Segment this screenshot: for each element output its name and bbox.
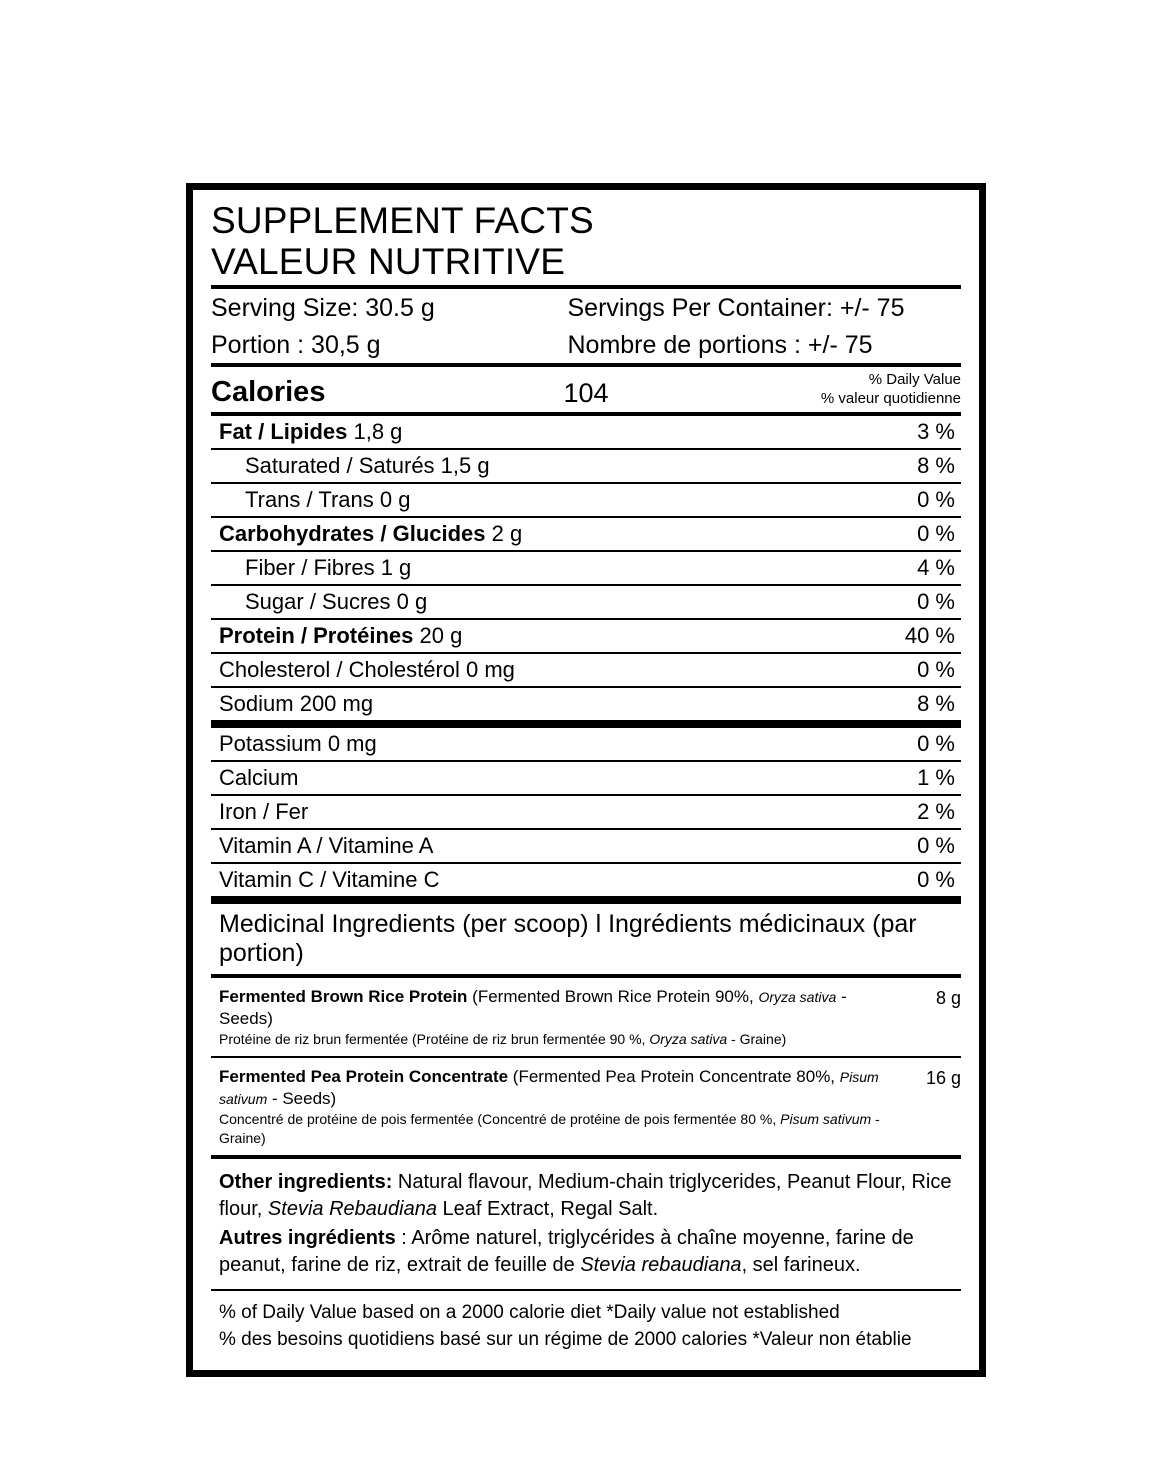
- medicinal-ingredient-en: [219, 986, 881, 1030]
- medicinal-ingredient-item: [211, 1058, 961, 1155]
- nutrient-name: [211, 863, 835, 896]
- footnote-en: % of Daily Value based on a 2000 calorie diet *Daily value not established: [219, 1301, 840, 1323]
- nutrient-name-rest: 20 g: [413, 622, 463, 648]
- medicinal-ingredient-amount: 16 g: [925, 1068, 961, 1089]
- nutrition-row: [211, 863, 961, 896]
- nutrient-name: [211, 795, 835, 829]
- serving-size-fr: Portion : 30,5 g: [211, 331, 381, 360]
- nutrient-daily-value: 0 %: [835, 653, 961, 687]
- servings-per-container-fr: Nombre de portions : +/- 75: [567, 331, 873, 360]
- nutrient-name-rest: Vitamin C / Vitamine C: [219, 866, 440, 892]
- medicinal-ingredient-text: [219, 1066, 891, 1147]
- nutrient-name-rest: Vitamin A / Vitamine A: [219, 832, 434, 858]
- daily-value-header-en: % Daily Value: [868, 371, 961, 389]
- nutrition-row: [211, 829, 961, 863]
- nutrient-name-rest: Sugar / Sucres 0 g: [245, 588, 428, 614]
- nutrient-name-rest: Sodium 200 mg: [219, 690, 374, 716]
- medicinal-ingredient-detail-en-post: - Seeds): [219, 986, 847, 1028]
- medicinal-ingredient-text: [219, 986, 891, 1048]
- nutrition-row: [211, 414, 961, 449]
- nutrition-table: [211, 412, 961, 896]
- medicinal-ingredient-en: [219, 1066, 881, 1110]
- nutrient-daily-value: 40 %: [835, 619, 961, 653]
- medicinal-ingredient-detail-en-pre: (Fermented Brown Rice Protein 90%,: [467, 986, 759, 1006]
- nutrition-row: [211, 724, 961, 761]
- nutrient-name-rest: Trans / Trans 0 g: [245, 486, 411, 512]
- medicinal-ingredient-item: [211, 978, 961, 1056]
- nutrition-row: [211, 653, 961, 687]
- medicinal-ingredient-detail-fr-post: - Graine): [219, 1111, 880, 1146]
- nutrient-name: [211, 761, 835, 795]
- calories-label: Calories: [211, 375, 326, 408]
- nutrient-daily-value: 0 %: [835, 517, 961, 551]
- nutrient-daily-value: 0 %: [835, 483, 961, 517]
- serving-size-row-fr: [211, 326, 961, 363]
- nutrient-name-bold: Protein / Protéines: [219, 622, 414, 648]
- nutrient-daily-value: 2 %: [835, 795, 961, 829]
- serving-size-row: [211, 289, 961, 326]
- footnotes-block: [211, 1291, 961, 1356]
- servings-per-container-en: Servings Per Container: +/- 75: [567, 293, 905, 322]
- nutrient-name-rest: Cholesterol / Cholestérol 0 mg: [219, 656, 515, 682]
- nutrient-name-bold: Fat / Lipides: [219, 418, 348, 444]
- medicinal-ingredient-latin-fr: Pisum sativum: [780, 1111, 872, 1128]
- nutrition-row: [211, 449, 961, 483]
- nutrient-daily-value: 1 %: [835, 761, 961, 795]
- nutrition-row: [211, 585, 961, 619]
- nutrient-name-rest: Calcium: [219, 764, 299, 790]
- nutrient-name-bold: Carbohydrates / Glucides: [219, 520, 486, 546]
- calories-value: 104: [563, 377, 609, 408]
- nutrition-row: [211, 619, 961, 653]
- divider-medicinal: [211, 896, 961, 904]
- nutrition-row: [211, 483, 961, 517]
- other-ingredients-label-fr: Autres ingrédients: [219, 1226, 396, 1249]
- other-ingredients-text-en-post: Leaf Extract, Regal Salt.: [436, 1197, 659, 1220]
- other-ingredients-fr: [219, 1225, 961, 1279]
- medicinal-ingredient-latin-fr: Oryza sativa: [649, 1031, 728, 1048]
- daily-value-header: [746, 371, 961, 409]
- nutrition-row: [211, 687, 961, 724]
- medicinal-ingredients-header: Medicinal Ingredients (per scoop) l Ingrédients médicinaux (par portion): [219, 909, 917, 967]
- nutrient-daily-value: 3 %: [835, 414, 961, 449]
- medicinal-ingredient-detail-fr-pre: Protéine de riz brun fermentée (Protéine de riz brun fermentée 90 %,: [219, 1031, 650, 1048]
- nutrient-name: [211, 449, 835, 483]
- nutrient-daily-value: 8 %: [835, 687, 961, 724]
- medicinal-ingredient-detail-en-pre: (Fermented Pea Protein Concentrate 80%,: [508, 1067, 840, 1087]
- medicinal-ingredient-fr: [219, 1030, 881, 1048]
- nutrition-row: [211, 795, 961, 829]
- nutrient-name: [211, 585, 835, 619]
- medicinal-ingredient-latin-en: Oryza sativa: [758, 988, 837, 1005]
- other-ingredients-block: [211, 1159, 961, 1289]
- nutrient-name: [211, 483, 835, 517]
- panel-title-fr: VALEUR NUTRITIVE: [211, 241, 566, 283]
- nutrient-daily-value: 0 %: [835, 829, 961, 863]
- nutrient-daily-value: 0 %: [835, 863, 961, 896]
- medicinal-ingredient-name-en: Fermented Brown Rice Protein: [219, 986, 468, 1006]
- nutrient-name: [211, 619, 835, 653]
- nutrition-row: [211, 551, 961, 585]
- nutrient-name-rest: Saturated / Saturés 1,5 g: [245, 452, 490, 478]
- nutrient-name-rest: Iron / Fer: [219, 798, 309, 824]
- nutrient-name: [211, 653, 835, 687]
- nutrient-name: [211, 414, 835, 449]
- medicinal-ingredient-latin-en: Pisum sativum: [219, 1069, 879, 1108]
- nutrient-daily-value: 4 %: [835, 551, 961, 585]
- other-ingredients-text-fr-pre: : Arôme naturel, triglycérides à chaîne moyenne, farine de peanut, farine de riz, extrait de feuille de: [219, 1226, 914, 1276]
- panel-title-block: [211, 200, 961, 283]
- nutrition-row: [211, 517, 961, 551]
- serving-size-en: Serving Size: 30.5 g: [211, 293, 435, 322]
- medicinal-ingredient-row: [219, 986, 961, 1048]
- other-ingredients-en: [219, 1169, 961, 1223]
- nutrient-name: [211, 517, 835, 551]
- nutrient-name-rest: Potassium 0 mg: [219, 730, 377, 756]
- nutrient-name-rest: 1,8 g: [347, 418, 403, 444]
- medicinal-ingredient-name-en: Fermented Pea Protein Concentrate: [219, 1067, 509, 1087]
- daily-value-header-fr: % valeur quotidienne: [820, 390, 961, 408]
- medicinal-ingredients-list: [211, 978, 961, 1155]
- medicinal-ingredient-amount: 8 g: [935, 987, 961, 1008]
- other-ingredients-italic-en: Stevia Rebaudiana: [267, 1197, 437, 1220]
- nutrient-name: [211, 829, 835, 863]
- nutrient-name: [211, 724, 835, 761]
- other-ingredients-text-fr-post: , sel farineux.: [741, 1253, 861, 1276]
- nutrient-name-rest: 2 g: [485, 520, 523, 546]
- nutrient-daily-value: 8 %: [835, 449, 961, 483]
- medicinal-ingredient-detail-fr-pre: Concentré de protéine de pois fermentée (Concentré de protéine de pois fermentée 80 %,: [219, 1111, 781, 1128]
- calories-row: [211, 367, 961, 412]
- medicinal-ingredient-fr: [219, 1110, 881, 1146]
- nutrient-daily-value: 0 %: [835, 585, 961, 619]
- medicinal-ingredient-detail-fr-post: - Graine): [727, 1031, 787, 1048]
- nutrient-name: [211, 551, 835, 585]
- nutrient-daily-value: 0 %: [835, 724, 961, 761]
- panel-title-en: SUPPLEMENT FACTS: [211, 200, 594, 241]
- other-ingredients-text-en-pre: Natural flavour, Medium-chain triglycerides, Peanut Flour, Rice flour,: [219, 1170, 952, 1220]
- nutrition-row: [211, 761, 961, 795]
- nutrient-name: [211, 687, 835, 724]
- medicinal-ingredient-row: [219, 1066, 961, 1147]
- medicinal-ingredient-detail-en-post: - Seeds): [267, 1089, 337, 1109]
- other-ingredients-italic-fr: Stevia rebaudiana: [580, 1253, 742, 1276]
- supplement-facts-panel: [186, 183, 986, 1377]
- footnote-fr: % des besoins quotidiens basé sur un régime de 2000 calories *Valeur non établie: [219, 1329, 912, 1351]
- nutrient-name-rest: Fiber / Fibres 1 g: [245, 554, 412, 580]
- other-ingredients-label-en: Other ingredients:: [219, 1170, 393, 1193]
